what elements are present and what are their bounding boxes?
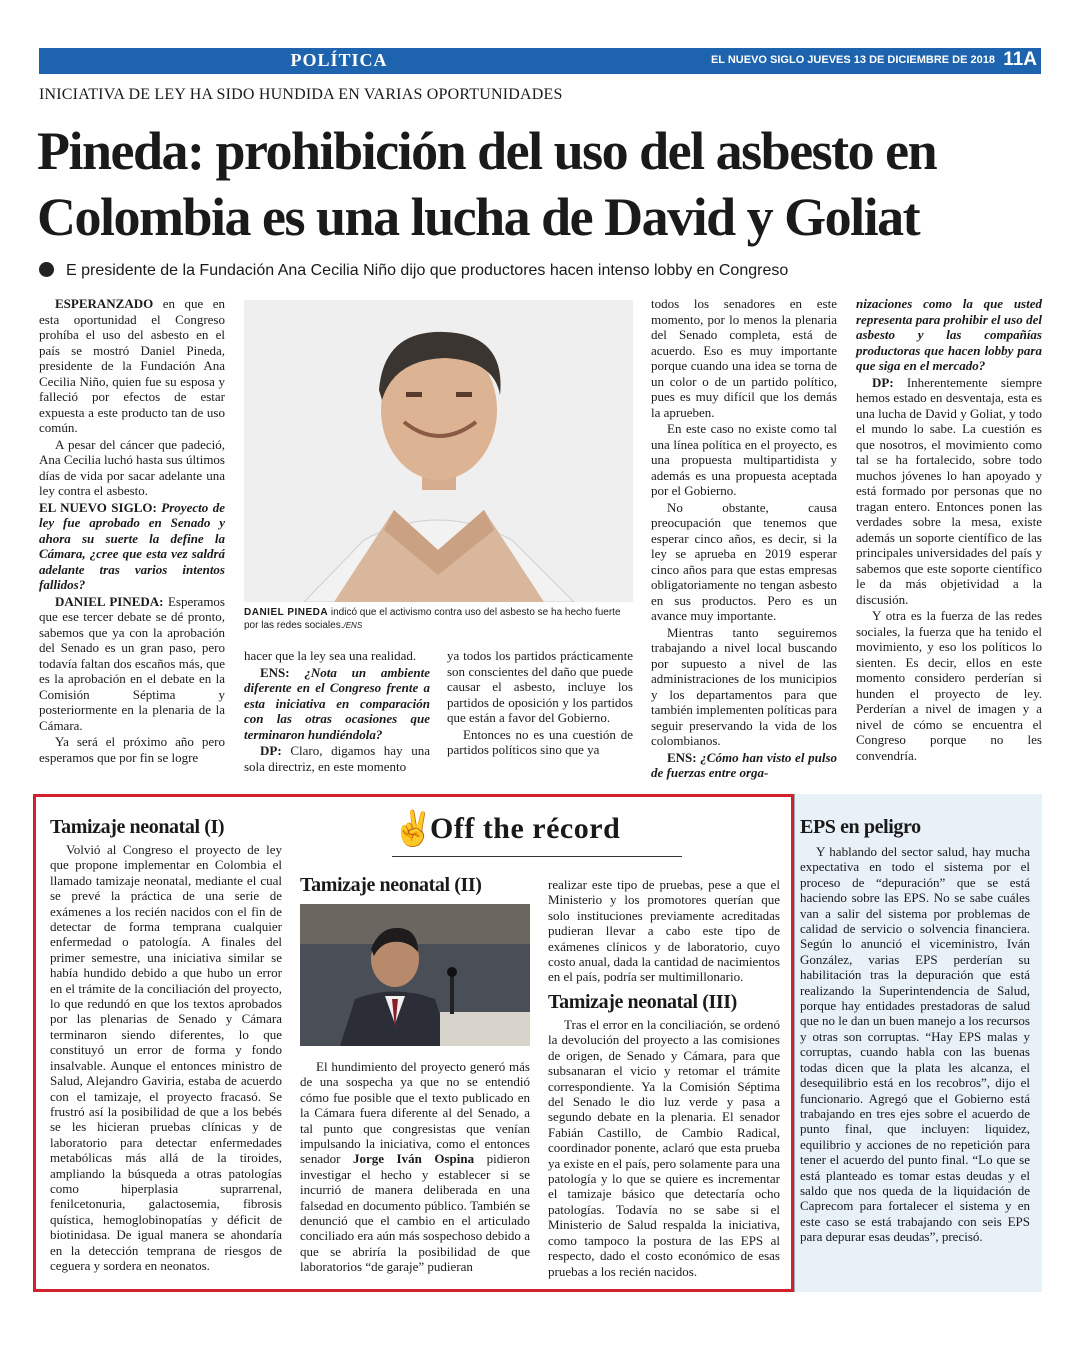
speaker: DP: bbox=[872, 374, 894, 390]
article-column-4 bbox=[651, 296, 837, 782]
senator-name: Jorge Iván Ospina bbox=[352, 1151, 475, 1167]
paragraph: Y hablando del sector salud, hay mucha expectativa en todo el sistema por el proceso de “depuración” que se está haciendo sobre las EPS. No se sabe cuáles van a salir del sistema por problemas de calidad de servicio o solvencia financiera. Según lo anunció el viceministro, Iván González, varias EPS perderían su habilitación tras la depuración que está realizando la Superintendencia de Salud, porque hay entidades prestadoras de salud que no le dan un buen manejo a los recursos y otras son corruptas. “Hay EPS malas y corruptas, cuando habla con las buenas todas dicen que la plata les alcanza, el desequilibrio está en los recobros”, dijo el funcionario. Agregó que el Gobierno está trabajando en tres ejes sobre el acuerdo de punto final, que incluyen: liquidez, equilibrio y acciones de no repetición para tener el acuerdo del punto final. “Lo que se está planteado es tomar estas deudas y el saldo que nos queda de la liquidación de Caprecom para fortalecer el sistema y en este caso se está trabajando con seis EPS para depurar esas deudas”, precisó. bbox=[800, 844, 1030, 1245]
question: EL NUEVO SIGLO: Proyecto de ley fue aprobado en Senado y ahora su suerte la define la Cámara, ¿cree que esta vez saldrá adelante tras varios intentos fallidos? bbox=[39, 499, 225, 592]
caption-name: DANIEL PINEDA bbox=[244, 607, 329, 618]
senator-illustration bbox=[300, 904, 530, 1046]
lead-word: ESPERANZADO bbox=[55, 296, 154, 311]
paragraph: Y otra es la fuerza de las redes sociales, la fuerza que ha tenido el movimiento, y eso los políticos lo sienten. Es decir, ellos en este momento considero perderían si hunden el proyecto de ley. Perderían a nivel de imagen y a nivel de cómo se encuentra el Congreso porque no les convendría. bbox=[856, 608, 1042, 763]
paragraph: en que en esta oportunidad el Congreso prohíba el uso del asbesto en el país se mostró Daniel Pineda, presidente de la Fundación Ana Cecilia Niño, quien fue su esposa y falleció por efectos de estar expuesta a este producto tan de uso común. bbox=[39, 296, 225, 435]
brief-tamizaje-1 bbox=[50, 842, 282, 1273]
answer: DP: Claro, digamos hay una sola directriz, en este momento bbox=[244, 743, 430, 774]
deck bbox=[39, 262, 1039, 280]
article-column-2 bbox=[244, 648, 430, 775]
paragraph: realizar este tipo de pruebas, pese a que el Ministerio y los promotores querían que solo instituciones previamente acreditadas pudieran llevar a cabo este tipo de exámenes clínicos y de laboratorio, cuyo costo anual, dada la cantidad de nacimientos en el país, podría ser multimillonario. bbox=[548, 877, 780, 985]
subheading-tamizaje-3: Tamizaje neonatal (III) bbox=[548, 991, 737, 1013]
paragraph: Volvió al Congreso el proyecto de ley que propone implementar en Colombia el llamado tamizaje neonatal, mediante el cual se prevé la práctica de una serie de exámenes a los recién nacidos con el fin de detectar de forma temprana cualquier enfermedad o patología. A finales del primer semestre, una iniciativa similar se había hundido debido a que hubo un error en el trámite de la conciliación del proyecto, lo que redundó en que los textos aprobados por las plenarias de Senado y Cámara terminaron siendo diferentes, lo que constituyó un error de forma y fondo insalvable. Aunque el entonces ministro de Salud, Alejandro Gaviria, estaba de acuerdo con el tamizaje, el proyecto fracasó. Se frustró así la posibilidad de que a los bebés se les hicieran pruebas clínicas y de laboratorio para detectar enfermedades metabólicas más allá de la tiroides, ampliando la búsqueda a otras patologías como hiperplasia suprarrenal, fenilcetonuria, galactosemia, fibrosis quística, hemoglobinopatías y déficit de biotinidasa. De igual manera se ahondaría en la detección temprana de riesgos de ceguera y sordera en neonatos. bbox=[50, 842, 282, 1273]
article-column-3 bbox=[447, 648, 633, 759]
issue-date: EL NUEVO SIGLO JUEVES 13 DE DICIEMBRE DE 2018 bbox=[710, 54, 995, 66]
speaker: DANIEL PINEDA: bbox=[55, 593, 164, 609]
answer: DP: Inherentemente siempre hemos estado en desventaja, esta es una lucha de David y Goliat, y todo el mundo lo sabe. La cuestión es que nosotros, el movimiento como tal se ha fortalecido, sobre todo muchos jóvenes lo han apoyado y está formado por personas que no tragan entero. Entonces ponen las verdades sobre la mesa, existe además un soporte científico de las principales universidades del país y sabemos que este soporte científico le da más objetividad a la discusión. bbox=[856, 374, 1042, 607]
question: ENS: ¿Nota un ambiente diferente en el Congreso frente a esta iniciativa en comparación con las otras ocasiones que terminaron hundiéndola? bbox=[244, 664, 430, 742]
speaker: ENS: bbox=[667, 749, 697, 765]
paragraph: No obstante, causa preocupación que tenemos que esperar cinco años, es decir, si la ley se aprueba en 2019 esperar cinco años para que estas empresas obligatoriamente no tengan asbesto en sus productos. Pero es un avance muy importante. bbox=[651, 499, 837, 623]
answer: DANIEL PINEDA: Esperamos que ese tercer debate se dé pronto, sabemos que ya con la aprobación del Senado es un gran paso, pero todavía faltan dos escaños más, que es la aprobación en el debate en la Comisión Séptima y posteriormente en la plenaria de la Cámara. bbox=[39, 593, 225, 733]
paragraph: Entonces no es una cuestión de partidos políticos sino que ya bbox=[447, 726, 633, 757]
article-column-1 bbox=[39, 296, 225, 766]
paragraph: Tras el error en la conciliación, se ordenó la devolución del proyecto a las comisiones de origen, de Senado y Cámara, para que subsanaran el vicio y retomar el trámite correspondiente. Ya la Comisión Séptima del Senado le dio luz verde y pasa a segundo debate en la plenaria. El senador Fabián Castillo, de Cambio Radical, coordinador ponente, aclaró que esta prueba ya existe en el país, pero solamente para una patología y lo que se quiere es incrementar el tamizaje básico que detectaría ocho patologías. Todavía no se sabe si el Ministerio de Salud respalda la iniciativa, como tampoco la postura de las EPS al respecto, dado el costo económico de esas pruebas a los recién nacidos. bbox=[548, 1017, 780, 1279]
senator-photo bbox=[300, 904, 530, 1046]
kicker: INICIATIVA DE LEY HA SIDO HUNDIDA EN VARIAS OPORTUNIDADES bbox=[39, 86, 563, 103]
paragraph: ya todos los partidos prácticamente son conscientes del daño que puede causar el asbesto, incluye los partidos de oposición y los partidos que están a favor del Gobierno. bbox=[447, 648, 633, 725]
brief-tamizaje-2-continued bbox=[548, 877, 780, 985]
subheading-eps: EPS en peligro bbox=[800, 816, 921, 838]
article-column-5 bbox=[856, 296, 1042, 764]
deck-text: E presidente de la Fundación Ana Cecilia Niño dijo que productores hacen intenso lobby en Congreso bbox=[66, 262, 789, 279]
victory-hand-icon: ✌ bbox=[392, 811, 435, 848]
paragraph: En este caso no existe como tal una línea política en el proyecto, es una propuesta multipartidista y además es una propuesta aceptada por el Gobierno. bbox=[651, 421, 837, 498]
paragraph: hacer que la ley sea una realidad. bbox=[244, 648, 417, 663]
section-name: POLÍTICA bbox=[290, 50, 388, 70]
speaker: DP: bbox=[260, 743, 282, 758]
question: ENS: ¿Cómo han visto el pulso de fuerzas entre orga- bbox=[651, 749, 837, 780]
portrait-photo bbox=[244, 300, 633, 602]
caption-text: indicó que el activismo contra uso del asbesto se ha hecho fuerte por las redes sociales. bbox=[244, 607, 621, 631]
photo-caption bbox=[244, 606, 633, 632]
brief-tamizaje-2 bbox=[300, 1059, 530, 1275]
paragraph: Ya será el próximo año pero esperamos que por fin se logre bbox=[39, 734, 225, 765]
question: nizaciones como la que usted representa para prohibir el uso del asbesto y las compañías productoras que hacen lobby para que siga en el mercado? bbox=[856, 296, 1042, 373]
off-the-record-title bbox=[392, 810, 687, 850]
paragraph: El hundimiento del proyecto generó más de una sospecha ya que no se entendió cómo fue posible que el texto publicado en la Cámara fuera diferente al del Senado, a tal punto que congresistas que venían impulsando la iniciativa, como el entonces senador Jorge Iván Ospina pidieron investigar el hecho y establecer si se incurrió de manera deliberada en una falsedad en documento público. También se denunció que el cambio en el articulado conciliado era aún más sospechoso debido a que se abriría la posibilidad de que laboratorios “de garaje” pudieran bbox=[300, 1059, 530, 1275]
off-the-record-title-text: Off the récord bbox=[430, 812, 621, 845]
bullet-icon bbox=[39, 262, 54, 277]
subheading-tamizaje-2: Tamizaje neonatal (II) bbox=[300, 874, 482, 896]
speaker: EL NUEVO SIGLO: bbox=[39, 499, 157, 515]
subheading-tamizaje-1: Tamizaje neonatal (I) bbox=[50, 816, 225, 838]
paragraph: A pesar del cáncer que padeció, Ana Cecilia luchó hasta sus últimos días de vida por sacar adelante una ley contra el asbesto. bbox=[39, 436, 225, 498]
portrait-illustration bbox=[244, 300, 633, 602]
speaker: ENS: bbox=[260, 664, 290, 680]
paragraph: Mientras tanto seguiremos trabajando a nivel local buscando por supuesto a nivel de las administraciones de los municipios y los departamentos para que también implementen políticas para seguir preservando la vida de los colombianos. bbox=[651, 624, 837, 748]
photo-credit: /ENS bbox=[343, 621, 363, 630]
paragraph: todos los senadores en este momento, por lo menos la plenaria del Senado completa, está de acuerdo. Eso es muy importante porque cuando una idea se torna de un color o de un partido político, pues es muy difícil que los demás la aprueben. bbox=[651, 296, 837, 420]
section-banner bbox=[39, 48, 1041, 74]
brief-eps bbox=[800, 844, 1030, 1245]
page-number: 11A bbox=[1003, 49, 1037, 70]
headline: Pineda: prohibición del uso del asbesto en Colombia es una lucha de David y Goliat bbox=[37, 121, 937, 247]
brief-tamizaje-3 bbox=[548, 1017, 780, 1279]
title-divider bbox=[392, 856, 682, 857]
